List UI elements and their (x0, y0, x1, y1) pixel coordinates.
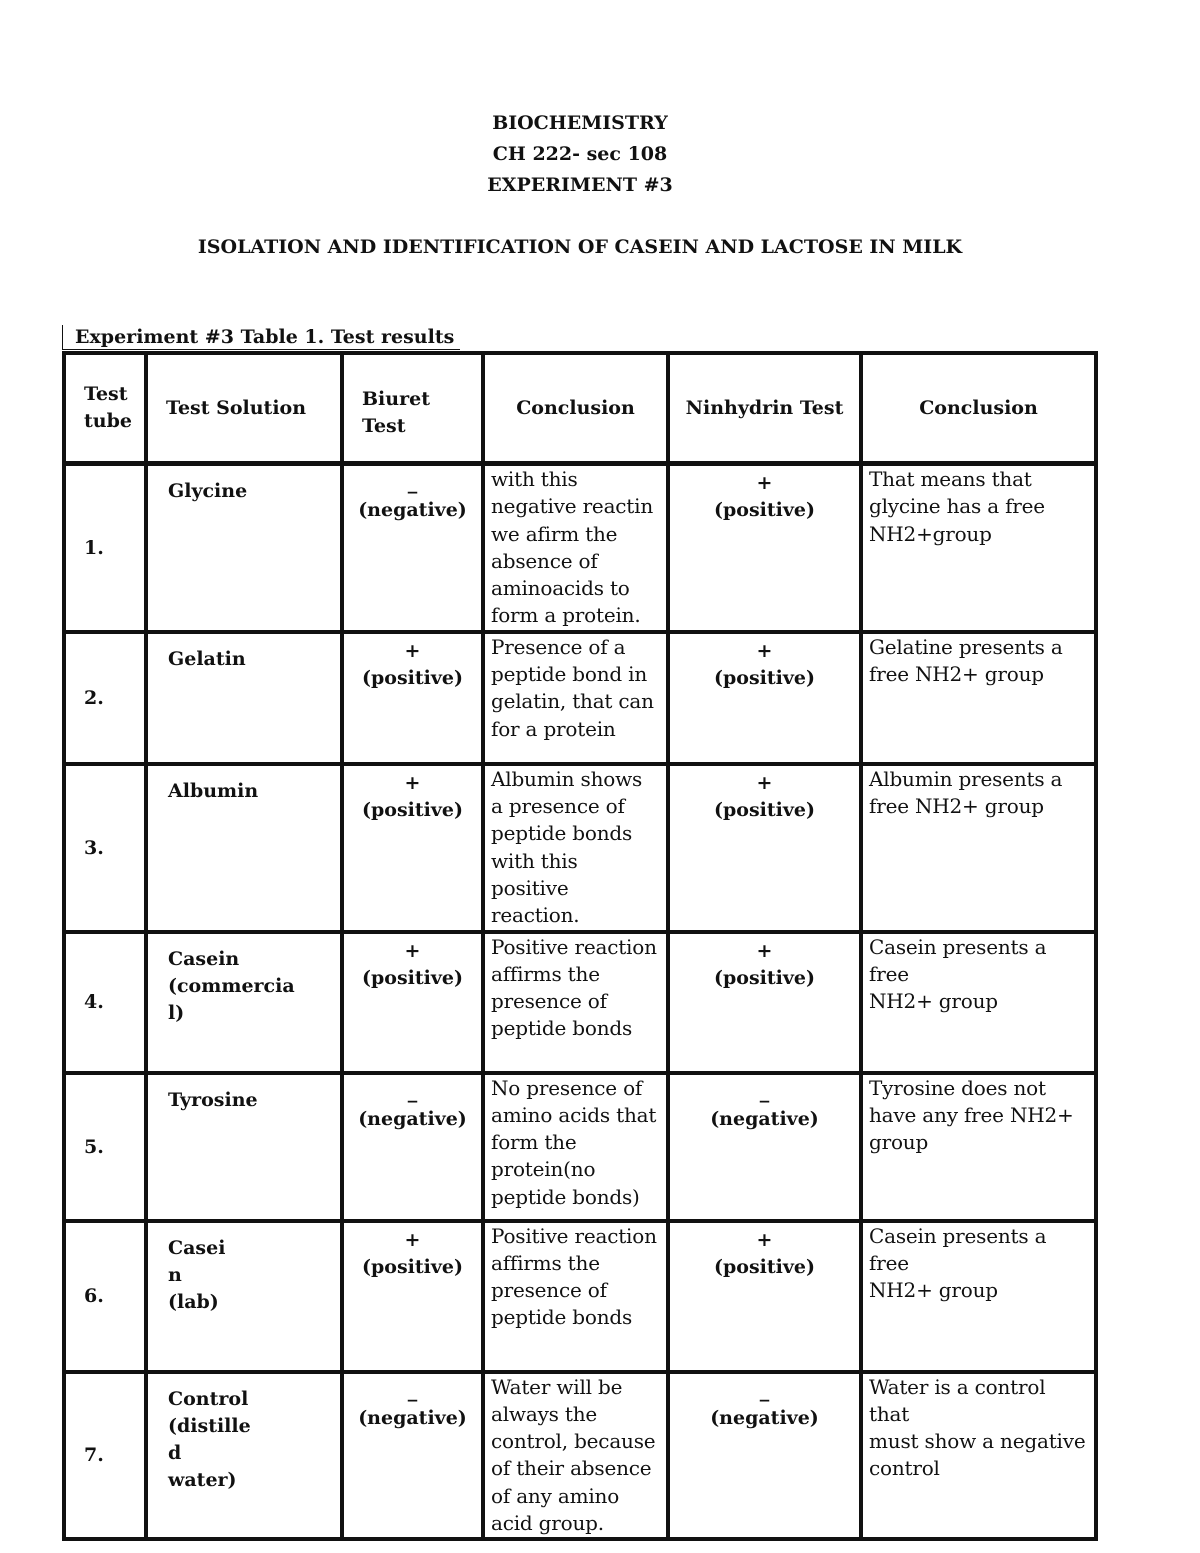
table-row (64, 464, 1096, 632)
test-solution-cell (146, 1372, 342, 1540)
biuret-conclusion-line: Positive reaction (491, 1223, 657, 1248)
test-solution-cell (146, 932, 342, 1073)
biuret-result-cell (342, 764, 483, 932)
table-row (64, 632, 1096, 764)
header-biuret-line1: Biuret (362, 388, 430, 410)
ninhydrin-result-label: (positive) (714, 1255, 815, 1278)
ninhydrin-conclusion (861, 1073, 1096, 1221)
table-row (64, 1372, 1096, 1540)
test-solution-cell (146, 1221, 342, 1372)
ninhydrin-conclusion-line: Water is a control that (869, 1374, 1046, 1426)
test-tube-number: 4. (64, 932, 146, 1073)
biuret-conclusion-line: reaction. (491, 903, 580, 928)
biuret-conclusion-line: of their absence (491, 1456, 652, 1481)
biuret-conclusion-line: presence of (491, 989, 607, 1014)
header-biuret-test (342, 353, 483, 464)
test-solution-cell (146, 1073, 342, 1221)
test-tube-number: 3. (64, 764, 146, 932)
biuret-conclusion-line: with this positive (491, 848, 578, 900)
test-solution-line: Albumin (168, 779, 259, 802)
ninhydrin-result-label: (positive) (714, 666, 815, 689)
table-row (64, 932, 1096, 1073)
table-caption: Experiment #3 Table 1. Test results (62, 325, 460, 350)
table-row (64, 764, 1096, 932)
ninhydrin-conclusion (861, 632, 1096, 764)
ninhydrin-result-cell (668, 1073, 861, 1221)
test-tube-number: 1. (64, 464, 146, 632)
biuret-result-cell (342, 1073, 483, 1221)
header-test-solution: Test Solution (146, 353, 342, 464)
test-solution-line: l) (168, 1001, 185, 1024)
test-solution-line: Casein (168, 947, 240, 970)
ninhydrin-result-label: (positive) (714, 499, 815, 521)
ninhydrin-conclusion-line: must show a negative (869, 1429, 1086, 1454)
biuret-conclusion (483, 1221, 668, 1372)
table-header-row (64, 353, 1096, 464)
document-header (0, 108, 1160, 263)
table-body (64, 464, 1096, 1540)
ninhydrin-result-symbol: + (756, 771, 773, 794)
test-solution-line: Casei (168, 1236, 226, 1259)
ninhydrin-conclusion (861, 764, 1096, 932)
biuret-conclusion-line: gelatin, that can (491, 689, 654, 714)
biuret-result-symbol: + (404, 1228, 421, 1251)
header-biuret-line2: Test (362, 415, 406, 437)
test-solution-line: d (168, 1441, 182, 1464)
ninhydrin-conclusion-line: free NH2+ group (869, 662, 1044, 687)
test-solution-cell (146, 764, 342, 932)
ninhydrin-conclusion-line: Tyrosine does not (869, 1075, 1046, 1100)
header-test-tube-line1: Test (84, 383, 128, 405)
biuret-conclusion-line: presence of (491, 1278, 607, 1303)
ninhydrin-result-symbol: _ (759, 1080, 770, 1103)
experiment-title: ISOLATION AND IDENTIFICATION OF CASEIN AND LACTOSE IN MILK (197, 236, 963, 258)
ninhydrin-result-cell (668, 1372, 861, 1540)
ninhydrin-conclusion-line: free NH2+ group (869, 794, 1044, 819)
biuret-result-symbol: + (404, 639, 421, 662)
ninhydrin-conclusion-line: Albumin presents a (869, 766, 1063, 791)
biuret-conclusion-line: peptide bonds (491, 821, 633, 846)
test-solution-line: Gelatin (168, 647, 246, 670)
biuret-conclusion-line: we afirm the (491, 521, 618, 546)
biuret-conclusion-line: always the (491, 1401, 598, 1426)
biuret-conclusion-line: No presence of (491, 1075, 643, 1100)
biuret-result-cell (342, 632, 483, 764)
ninhydrin-conclusion (861, 1221, 1096, 1372)
ninhydrin-result-cell (668, 932, 861, 1073)
ninhydrin-conclusion (861, 932, 1096, 1073)
biuret-conclusion (483, 1073, 668, 1221)
header-test-tube (64, 353, 146, 464)
ninhydrin-conclusion-line: Casein presents a free (869, 934, 1047, 986)
test-solution-line: n (168, 1263, 182, 1286)
biuret-conclusion-line: Albumin shows (491, 766, 643, 791)
biuret-result-label: (negative) (358, 1406, 467, 1429)
biuret-conclusion-line: form the (491, 1130, 577, 1155)
ninhydrin-conclusion-line: NH2+ group (869, 989, 998, 1014)
ninhydrin-conclusion-line: have any free NH2+ (869, 1102, 1074, 1127)
ninhydrin-result-symbol: + (756, 939, 773, 962)
biuret-conclusion-line: affirms the (491, 1250, 600, 1275)
biuret-conclusion-line: a presence of (491, 794, 625, 819)
biuret-conclusion-line: aminoacids to (491, 576, 630, 601)
header-test-tube-line2: tube (84, 410, 132, 432)
biuret-conclusion-line: for a protein (491, 716, 616, 741)
biuret-conclusion-line: peptide bonds) (491, 1184, 640, 1209)
biuret-conclusion-line: protein(no (491, 1157, 596, 1182)
biuret-conclusion-line: control, because (491, 1429, 656, 1454)
biuret-conclusion (483, 632, 668, 764)
biuret-conclusion-line: acid group. (491, 1511, 604, 1536)
ninhydrin-result-label: (positive) (714, 798, 815, 821)
ninhydrin-result-cell (668, 1221, 861, 1372)
biuret-result-symbol: + (404, 939, 421, 962)
ninhydrin-conclusion-line: group (869, 1130, 929, 1155)
biuret-conclusion-line: Water will be (491, 1374, 623, 1399)
test-solution-line: water) (168, 1468, 237, 1491)
table-row (64, 1221, 1096, 1372)
ninhydrin-result-label: (positive) (714, 966, 815, 989)
ninhydrin-conclusion-line: NH2+group (869, 521, 992, 546)
biuret-conclusion-line: peptide bonds (491, 1016, 633, 1041)
experiment-number: EXPERIMENT #3 (487, 174, 673, 196)
biuret-conclusion-line: amino acids that (491, 1102, 657, 1127)
biuret-result-label: (negative) (358, 499, 467, 521)
ninhydrin-result-cell (668, 464, 861, 632)
biuret-result-symbol: _ (407, 1080, 418, 1103)
test-tube-number: 6. (64, 1221, 146, 1372)
test-tube-number: 7. (64, 1372, 146, 1540)
ninhydrin-conclusion (861, 1372, 1096, 1540)
course-subject: BIOCHEMISTRY (492, 112, 668, 134)
biuret-conclusion-line: affirms the (491, 961, 600, 986)
test-tube-number: 2. (64, 632, 146, 764)
biuret-result-symbol: + (404, 771, 421, 794)
ninhydrin-result-label: (negative) (710, 1107, 819, 1130)
biuret-conclusion-line: negative reactin (491, 494, 654, 519)
biuret-result-label: (positive) (362, 666, 463, 689)
test-solution-cell (146, 632, 342, 764)
test-solution-cell (146, 464, 342, 632)
header-conclusion-biuret: Conclusion (483, 353, 668, 464)
results-table (62, 351, 1098, 1541)
ninhydrin-result-symbol: _ (759, 1379, 770, 1402)
biuret-result-cell (342, 1221, 483, 1372)
biuret-result-cell (342, 464, 483, 632)
biuret-conclusion (483, 464, 668, 632)
biuret-result-cell (342, 932, 483, 1073)
test-solution-line: (distille (168, 1414, 251, 1437)
biuret-conclusion-line: absence of (491, 548, 598, 573)
biuret-conclusion-line: peptide bonds (491, 1305, 633, 1330)
biuret-conclusion (483, 1372, 668, 1540)
ninhydrin-result-symbol: + (756, 1228, 773, 1251)
ninhydrin-result-cell (668, 764, 861, 932)
test-solution-line: Glycine (168, 480, 248, 502)
biuret-conclusion-line: of any amino (491, 1483, 620, 1508)
header-ninhydrin-test: Ninhydrin Test (668, 353, 861, 464)
ninhydrin-result-symbol: + (756, 472, 773, 494)
test-solution-line: Tyrosine (168, 1088, 258, 1111)
ninhydrin-result-cell (668, 632, 861, 764)
ninhydrin-result-symbol: + (756, 639, 773, 662)
biuret-result-cell (342, 1372, 483, 1540)
ninhydrin-conclusion-line: control (869, 1456, 940, 1481)
ninhydrin-conclusion-line: Casein presents a free (869, 1223, 1047, 1275)
ninhydrin-result-label: (negative) (710, 1406, 819, 1429)
biuret-result-label: (positive) (362, 798, 463, 821)
test-solution-line: (lab) (168, 1290, 219, 1313)
ninhydrin-conclusion-line: Gelatine presents a (869, 634, 1063, 659)
biuret-conclusion (483, 932, 668, 1073)
course-code: CH 222- sec 108 (492, 143, 668, 165)
biuret-conclusion-line: peptide bond in (491, 662, 648, 687)
biuret-conclusion-line: form a protein. (491, 603, 641, 628)
ninhydrin-conclusion-line: That means that (869, 467, 1032, 491)
test-solution-line: Control (168, 1387, 249, 1410)
ninhydrin-conclusion-line: NH2+ group (869, 1278, 998, 1303)
biuret-conclusion-line: Presence of a (491, 634, 626, 659)
biuret-result-label: (positive) (362, 966, 463, 989)
biuret-conclusion (483, 764, 668, 932)
biuret-result-symbol: _ (407, 472, 418, 494)
ninhydrin-conclusion (861, 464, 1096, 632)
biuret-conclusion-line: Positive reaction (491, 934, 657, 959)
table-row (64, 1073, 1096, 1221)
test-solution-line: (commercia (168, 974, 295, 997)
test-tube-number: 5. (64, 1073, 146, 1221)
biuret-conclusion-line: with this (491, 467, 578, 491)
header-conclusion-ninhydrin: Conclusion (861, 353, 1096, 464)
ninhydrin-conclusion-line: glycine has a free (869, 494, 1045, 519)
biuret-result-label: (negative) (358, 1107, 467, 1130)
biuret-result-symbol: _ (407, 1379, 418, 1402)
biuret-result-label: (positive) (362, 1255, 463, 1278)
